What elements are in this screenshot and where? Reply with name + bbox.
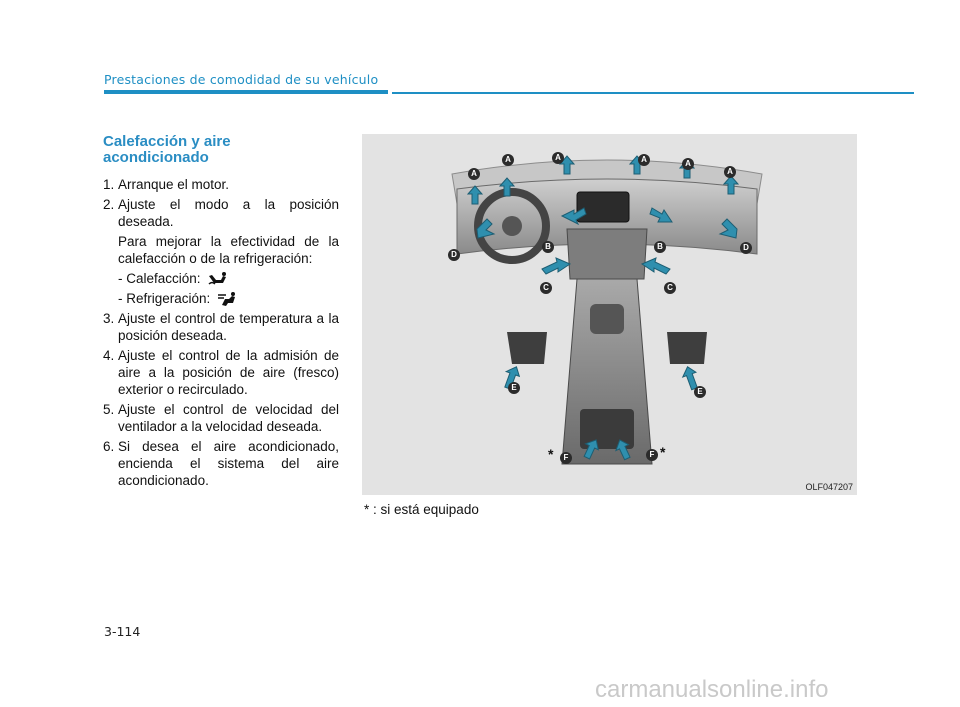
step-2: 2. Ajuste el modo a la posición deseada.: [103, 197, 339, 229]
heating-mode-label: - Calefacción:: [118, 271, 201, 286]
page-title-line-1: Calefacción y aire: [103, 133, 231, 150]
header-rule-thick: [104, 90, 388, 94]
cooling-mode-label: - Refrigeración:: [118, 291, 211, 306]
vent-label-a-6: A: [724, 166, 736, 178]
steps-list: [103, 176, 339, 489]
center-display: [577, 192, 629, 222]
step-3: 3. Ajuste el control de temperatura a la posición deseada.: [103, 311, 339, 343]
heating-mode-line: [118, 270, 339, 287]
step-5: 5. Ajuste el control de velocidad del ventilador a la velocidad deseada.: [103, 402, 339, 434]
vent-label-c-left: C: [540, 282, 552, 294]
vent-label-a: A: [468, 168, 480, 180]
page-title-line-2: acondicionado: [103, 149, 209, 166]
watermark: carmanualsonline.info: [595, 676, 829, 703]
vent-label-a-5: A: [682, 158, 694, 170]
vent-label-d-left: D: [448, 249, 460, 261]
vent-diagram-illustration: [362, 134, 857, 495]
section-header: Prestaciones de comodidad de su vehículo: [104, 72, 379, 87]
cooling-mode-line: [118, 290, 339, 307]
header-rule-thin: [392, 92, 914, 94]
vent-label-b-right: B: [654, 241, 666, 253]
vent-label-e-right: E: [694, 386, 706, 398]
vent-label-d-right: D: [740, 242, 752, 254]
vent-label-f-left: F: [560, 452, 572, 464]
page-number: 3-114: [104, 624, 141, 639]
vent-label-b-left: B: [542, 241, 554, 253]
footnote: * : si está equipado: [364, 502, 479, 517]
asterisk-left: *: [548, 446, 554, 462]
vent-label-e-left: E: [508, 382, 520, 394]
face-vent-mode-icon: [216, 291, 240, 307]
airflow-arrow-c-right: [642, 258, 670, 274]
vent-label-c-right: C: [664, 282, 676, 294]
airflow-arrow-c-left: [542, 258, 570, 274]
floor-heat-mode-icon: [207, 271, 231, 287]
vent-label-a-3: A: [552, 152, 564, 164]
vent-label-a-4: A: [638, 154, 650, 166]
asterisk-right: *: [660, 444, 666, 460]
vent-label-f-right: F: [646, 449, 658, 461]
vent-label-a-2: A: [502, 154, 514, 166]
step-2-note: Para mejorar la efectividad de la calefacción o de la refrigeración:: [118, 234, 339, 266]
step-6: 6. Si desea el aire acondicionado, encienda el sistema del aire acondicionado.: [103, 439, 339, 488]
instructions-column: [103, 134, 339, 492]
page-title: [103, 134, 339, 166]
figure-code: OLF047207: [805, 482, 853, 492]
step-4: 4. Ajuste el control de la admisión de aire a la posición de aire (fresco) exterior o recirculado.: [103, 348, 339, 397]
step-1: 1. Arranque el motor.: [103, 177, 230, 192]
vent-diagram: [362, 134, 857, 495]
